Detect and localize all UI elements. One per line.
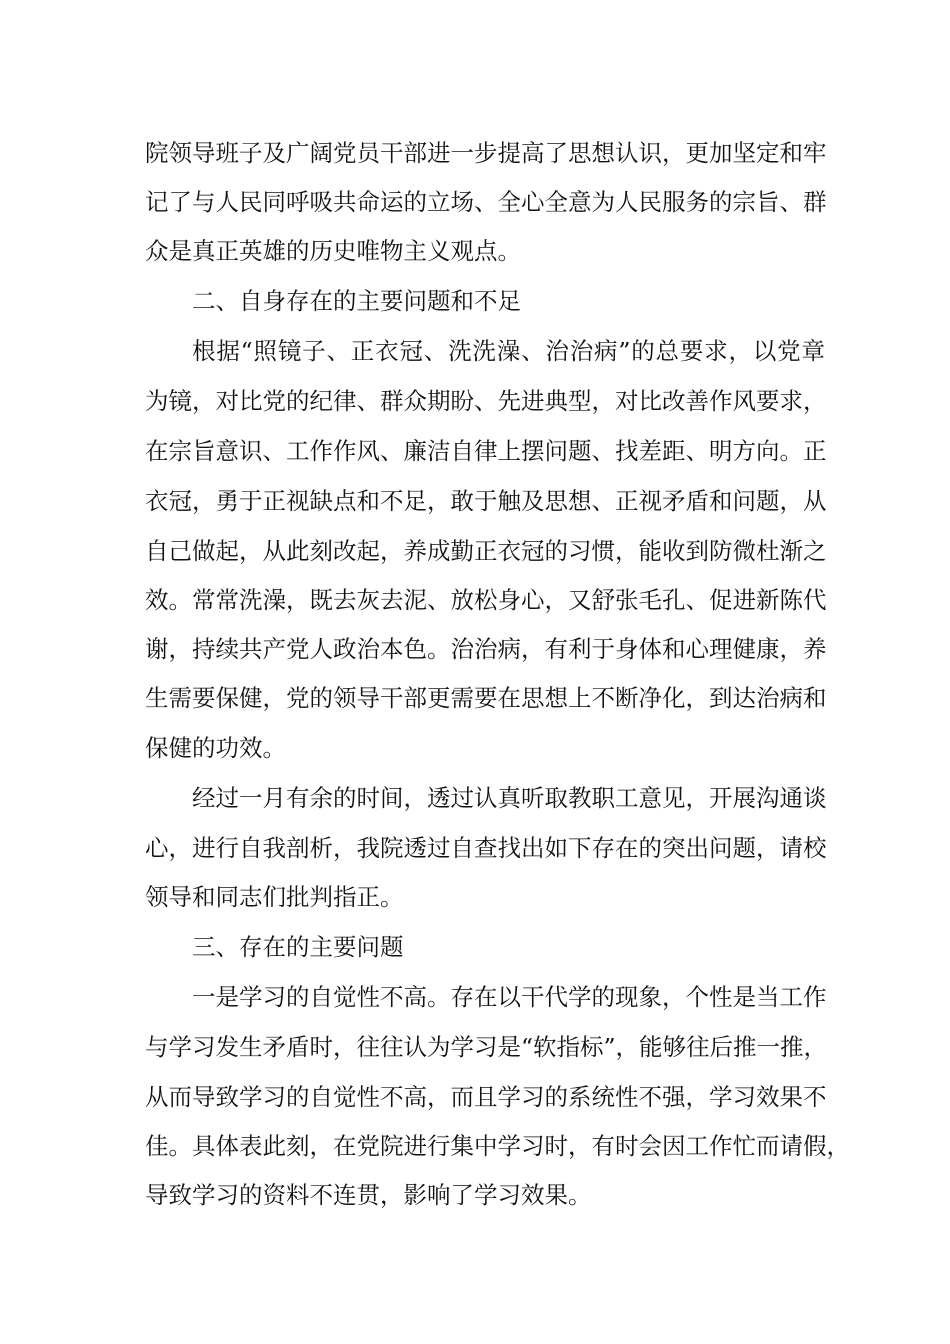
section-heading: 二、自身存在的主要问题和不足 (192, 287, 521, 315)
text-line: 从而导致学习的自觉性不高，而且学习的系统性不强，学习效果不 (145, 1083, 827, 1111)
text-line: 佳。具体表此刻，在党院进行集中学习时，有时会因工作忙而请假， (145, 1132, 850, 1160)
text-line: 记了与人民同呼吸共命运的立场、全心全意为人民服务的宗旨、群 (145, 188, 827, 216)
text-line: 在宗旨意识、工作作风、廉洁自律上摆问题、找差距、明方向。正 (145, 437, 827, 465)
text-line: 根据“照镜子、正衣冠、洗洗澡、治治病”的总要求，以党章 (192, 337, 825, 365)
text-line: 保健的功效。 (145, 734, 286, 762)
section-heading: 三、存在的主要问题 (192, 933, 404, 961)
text-line: 导致学习的资料不连贯，影响了学习效果。 (145, 1181, 592, 1209)
text-line: 自己做起，从此刻改起，养成勤正衣冠的习惯，能收到防微杜渐之 (145, 537, 827, 565)
text-line: 心，进行自我剖析，我院透过自查找出如下存在的突出问题，请校 (145, 834, 827, 862)
text-line: 领导和同志们批判指正。 (145, 883, 404, 911)
text-line: 谢，持续共产党人政治本色。治治病，有利于身体和心理健康，养 (145, 635, 827, 663)
text-line: 衣冠，勇于正视缺点和不足，敢于触及思想、正视矛盾和问题，从 (145, 487, 827, 515)
text-line: 众是真正英雄的历史唯物主义观点。 (145, 237, 521, 265)
text-line: 一是学习的自觉性不高。存在以干代学的现象，个性是当工作 (192, 983, 827, 1011)
text-line: 与学习发生矛盾时，往往认为学习是“软指标”，能够往后推一推， (145, 1033, 828, 1061)
text-line: 效。常常洗澡，既去灰去泥、放松身心，又舒张毛孔、促进新陈代 (145, 586, 827, 614)
text-line: 院领导班子及广阔党员干部进一步提高了思想认识，更加坚定和牢 (145, 139, 827, 167)
text-line: 为镜，对比党的纪律、群众期盼、先进典型，对比改善作风要求， (145, 387, 827, 415)
text-line: 经过一月有余的时间，透过认真听取教职工意见，开展沟通谈 (192, 784, 827, 812)
text-line: 生需要保健，党的领导干部更需要在思想上不断净化，到达治病和 (145, 684, 827, 712)
